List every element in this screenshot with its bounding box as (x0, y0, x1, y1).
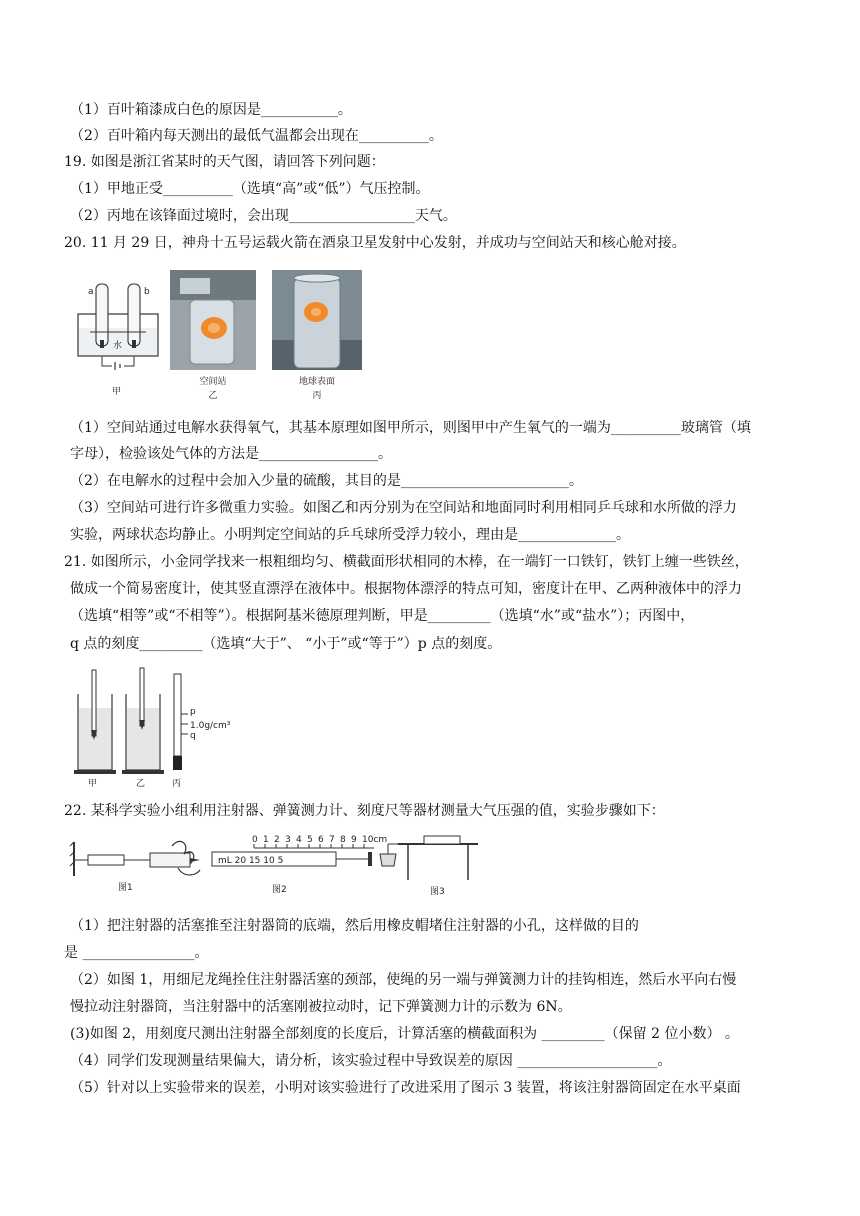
ruler-tick-label: 10cm (362, 835, 388, 845)
space-station-photo (170, 270, 256, 370)
caption-yi: 乙 (136, 779, 146, 789)
syringe-ml-scale: mL 20 15 10 5 (218, 856, 284, 866)
label-q: q (190, 731, 196, 741)
label-b: b (144, 287, 150, 297)
caption-yi: 乙 (208, 391, 218, 401)
label-water: 水 (113, 341, 123, 351)
q22-part1-a: （1）把注射器的活塞推至注射器筒的底端，然后用橡皮帽堵住注射器的小孔，这样做的目的 (70, 918, 639, 934)
ruler-tick-label: 8 (340, 835, 346, 845)
q20-part3-b: 实验，两球状态均静止。小明判定空间站的乒乓球所受浮力较小，理由是______________。 (70, 527, 630, 543)
q22-part5: （5）针对以上实验带来的误差，小明对该实验进行了改进采用了图示 3 装置，将该注射器筒固定在水平桌面 (70, 1080, 741, 1096)
ruler-tick-label: 9 (351, 835, 357, 845)
q19-part1: （1）甲地正受__________（选填“高”或“低”）气压控制。 (70, 181, 430, 197)
syringe-experiment-diagram (68, 832, 488, 902)
caption-jia: 甲 (88, 779, 98, 789)
caption-yi-top: 空间站 (199, 377, 227, 387)
ruler-tick-label: 3 (285, 835, 291, 845)
earth-surface-photo (272, 270, 362, 370)
q20-part1-a: （1）空间站通过电解水获得氧气，其基本原理如图甲所示，则图甲中产生氧气的一端为__________玻璃管（填 (70, 420, 751, 436)
q22-part3: (3)如图 2，用刻度尺测出注射器全部刻度的长度后，计算活塞的横截面积为 _________（保留 2 位小数） 。 (70, 1026, 739, 1042)
q22-part4: （4）同学们发现测量结果偏大，请分析，该实验过程中导致误差的原因 ____________________。 (70, 1053, 672, 1069)
q18-part1: （1）百叶箱漆成白色的原因是___________。 (70, 102, 352, 118)
q20-figure (72, 270, 372, 400)
ruler-tick-label: 6 (318, 835, 324, 845)
ruler-tick-label: 2 (274, 835, 280, 845)
q21-stem-a: 21. 如图所示，小金同学找来一根粗细均匀、横截面形状相同的木棒，在一端钉一口铁钉，铁钉上缠一些铁丝， (64, 554, 749, 570)
q21-figure (72, 664, 242, 792)
label-density: 1.0g/cm³ (190, 721, 231, 731)
label-a: a (88, 287, 94, 297)
ruler-tick-label: 0 (252, 835, 258, 845)
caption-bing-top: 地球表面 (298, 377, 335, 387)
q19-stem: 19. 如图是浙江省某时的天气图，请回答下列问题： (64, 154, 385, 170)
ruler-tick-label: 5 (307, 835, 313, 845)
q20-stem: 20. 11 月 29 日，神舟十五号运载火箭在酒泉卫星发射中心发射，并成功与空间站天和核心舱对接。 (64, 235, 686, 251)
q21-stem-b: 做成一个简易密度计，使其竖直漂浮在液体中。根据物体漂浮的特点可知，密度计在甲、乙两种液体中的浮力 (70, 581, 742, 597)
q19-part2: （2）丙地在该锋面过境时，会出现__________________天气。 (70, 208, 457, 224)
caption-bing: 丙 (312, 391, 322, 401)
density-meter-diagram (72, 664, 242, 792)
q22-part2-a: （2）如图 1，用细尼龙绳拴住注射器活塞的颈部，使绳的另一端与弹簧测力计的挂钩相连，然后水平向右慢 (70, 972, 737, 988)
caption-jia: 甲 (112, 387, 122, 397)
q22-part2-b: 慢拉动注射器筒，当注射器中的活塞刚被拉动时，记下弹簧测力计的示数为 6N。 (70, 999, 572, 1015)
caption-fig1: 图1 (118, 883, 133, 893)
ruler-tick-label: 4 (296, 835, 302, 845)
q20-part2: （2）在电解水的过程中会加入少量的硫酸，其目的是________________________。 (70, 473, 583, 489)
q22-figure (68, 832, 488, 902)
caption-fig3: 图3 (430, 887, 445, 897)
q20-part1-b: 字母），检验该处气体的方法是_________________。 (70, 446, 392, 462)
q22-part1-b: 是 ________________。 (64, 945, 209, 961)
q18-part2: （2）百叶箱内每天测出的最低气温都会出现在__________。 (70, 128, 443, 144)
q20-part3-a: （3）空间站可进行许多微重力实验。如图乙和丙分别为在空间站和地面同时利用相同乒乓球和水所做的浮力 (70, 500, 737, 516)
caption-bing: 丙 (172, 779, 182, 789)
q21-stem-c: （选填“相等”或“不相等”）。根据阿基米德原理判断，甲是_________（选填“水”或“盐水”）；丙图中， (70, 608, 695, 624)
ruler-tick-label: 1 (263, 835, 269, 845)
q21-stem-d: q 点的刻度_________（选填“大于”、 “小于”或“等于”）p 点的刻度。 (70, 636, 502, 652)
ruler-tick-label: 7 (329, 835, 335, 845)
q22-stem: 22. 某科学实验小组利用注射器、弹簧测力计、刻度尺等器材测量大气压强的值，实验步骤如下： (64, 803, 665, 819)
caption-fig2: 图2 (272, 885, 287, 895)
label-p: p (190, 707, 196, 717)
